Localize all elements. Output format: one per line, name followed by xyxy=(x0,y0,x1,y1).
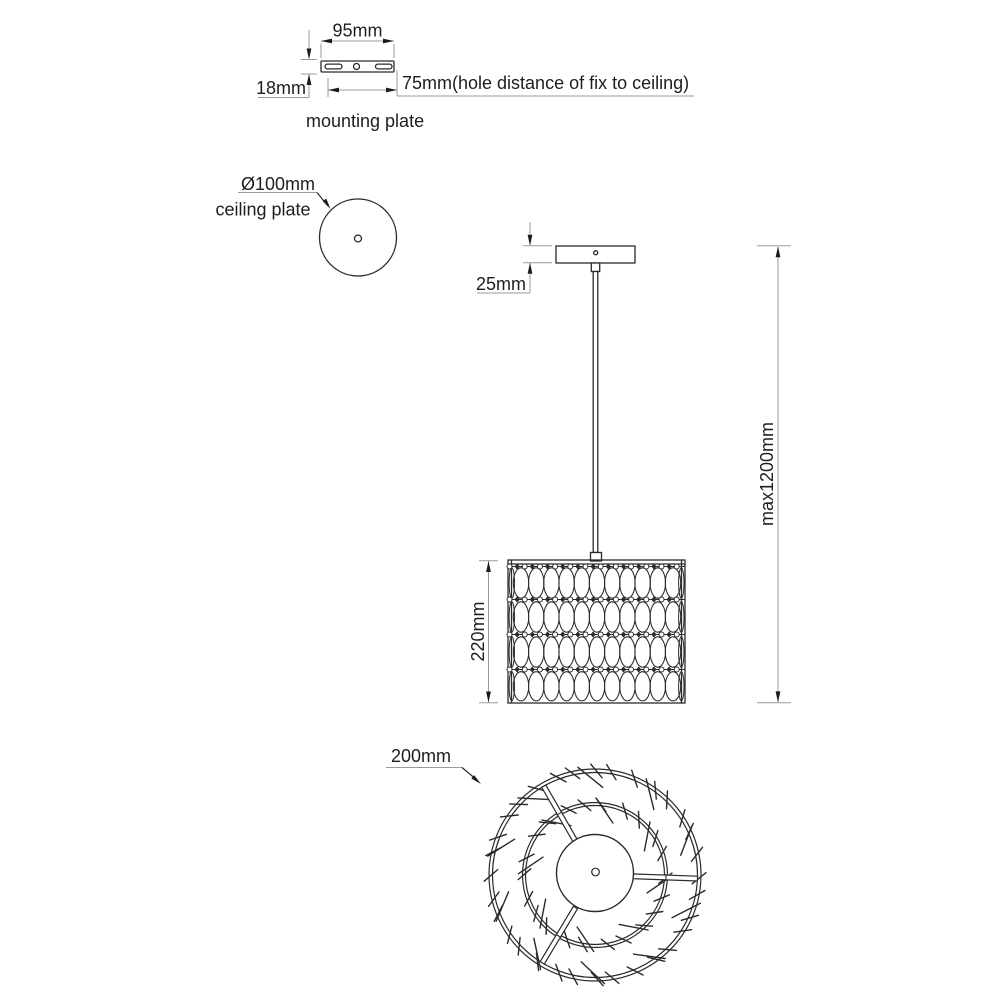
bead xyxy=(522,632,527,637)
crystal-oval xyxy=(574,602,589,632)
bead xyxy=(644,564,649,569)
bead xyxy=(553,632,558,637)
support-spoke xyxy=(633,874,698,881)
crystal-oval xyxy=(589,602,604,632)
dim-95mm-label: 95mm xyxy=(332,20,383,41)
crystal-oval xyxy=(635,602,650,632)
crystal-tick xyxy=(605,972,619,983)
crystal-oval xyxy=(544,672,559,701)
crystal-oval xyxy=(635,637,650,667)
crystal-oval xyxy=(605,568,620,598)
bead-diamond xyxy=(575,631,580,637)
bead xyxy=(598,564,603,569)
crystal-tick xyxy=(591,972,603,985)
arrowhead xyxy=(776,246,781,257)
crystal-oval xyxy=(589,568,604,598)
bead xyxy=(674,564,679,569)
arrowhead xyxy=(307,49,312,60)
crystal-oval xyxy=(650,672,665,701)
dim-220mm-label: 220mm xyxy=(468,601,488,662)
bead xyxy=(613,597,618,602)
crystal-tick xyxy=(636,925,653,926)
crystal-tick xyxy=(569,969,578,985)
bead-diamond xyxy=(560,631,565,637)
bead xyxy=(629,597,634,602)
bead xyxy=(598,667,603,672)
bead-diamond xyxy=(621,631,626,637)
crystal-tick xyxy=(490,834,507,840)
arrowhead xyxy=(486,692,491,703)
dim-200mm-label: 200mm xyxy=(390,746,452,766)
arrowhead xyxy=(486,561,491,572)
crystal-oval xyxy=(589,672,604,701)
bead xyxy=(537,597,542,602)
crystal-oval xyxy=(650,637,665,667)
crystal-flick xyxy=(518,798,550,800)
dim-max1200mm-label: max1200mm xyxy=(757,421,777,527)
side-view-figure xyxy=(468,222,791,703)
crystal-tick xyxy=(667,791,668,809)
crystal-tick xyxy=(674,930,692,933)
arrowhead xyxy=(321,39,332,44)
crystal-flick xyxy=(596,799,613,824)
bead xyxy=(613,564,618,569)
crystal-tick xyxy=(681,915,698,920)
crystal-tick xyxy=(529,834,546,836)
crystal-oval xyxy=(529,637,544,667)
crystal-oval xyxy=(620,568,635,598)
crystal-tick xyxy=(484,870,498,882)
ceiling-plate-diameter-label: Ø100mm xyxy=(240,174,316,194)
ceiling-plate-center-hole xyxy=(355,235,362,242)
crystal-tick xyxy=(546,918,547,935)
crystal-tick xyxy=(565,768,579,779)
bead xyxy=(644,667,649,672)
bead-diamond xyxy=(651,631,656,637)
bead xyxy=(507,564,512,569)
bead xyxy=(613,667,618,672)
crystal-flick xyxy=(488,839,515,856)
bead xyxy=(659,597,664,602)
bead-diamond xyxy=(667,631,672,637)
bead xyxy=(537,564,542,569)
crystal-oval xyxy=(544,602,559,632)
crystal-tick xyxy=(556,964,562,981)
crystal-oval xyxy=(559,568,574,598)
bead-diamond xyxy=(515,631,520,637)
support-spoke xyxy=(542,785,578,843)
crystal-tick xyxy=(632,770,638,787)
rod-coupler-top xyxy=(591,263,599,272)
crystal-flick xyxy=(578,767,603,787)
bead xyxy=(553,564,558,569)
crystal-oval xyxy=(559,602,574,632)
bead xyxy=(537,632,542,637)
bead xyxy=(659,632,664,637)
bead xyxy=(507,597,512,602)
bead xyxy=(644,632,649,637)
arrowhead xyxy=(307,74,312,85)
crystal-oval xyxy=(529,672,544,701)
bead-diamond xyxy=(636,631,641,637)
bead xyxy=(537,667,542,672)
bead xyxy=(553,597,558,602)
bead xyxy=(644,597,649,602)
crystal-oval xyxy=(574,637,589,667)
crystal-oval xyxy=(529,602,544,632)
crystal-oval xyxy=(620,602,635,632)
crystal-tick xyxy=(655,781,657,799)
crystal-oval xyxy=(559,672,574,701)
bead xyxy=(583,597,588,602)
bead xyxy=(659,564,664,569)
bead-diamond xyxy=(591,631,596,637)
crystal-flick xyxy=(681,826,692,856)
mounting-plate-outline xyxy=(321,61,394,72)
crystal-oval xyxy=(605,602,620,632)
dim-75mm-label: 75mm(hole distance of fix to ceiling) xyxy=(402,73,690,93)
crystal-oval xyxy=(605,637,620,667)
bead xyxy=(674,632,679,637)
bead xyxy=(553,667,558,672)
crystal-oval xyxy=(650,568,665,598)
crystal-tick xyxy=(689,891,705,900)
arrowhead xyxy=(383,39,394,44)
crystal-oval xyxy=(650,602,665,632)
crystal-oval xyxy=(574,568,589,598)
support-spoke xyxy=(540,906,577,964)
bead xyxy=(583,564,588,569)
bead xyxy=(568,667,573,672)
mounting-plate-figure xyxy=(256,21,694,132)
lamp-shade-drum xyxy=(507,560,685,703)
arrowhead xyxy=(528,235,533,246)
bead-diamond xyxy=(530,631,535,637)
crystal-oval xyxy=(544,637,559,667)
dim-18mm-label: 18mm xyxy=(255,78,306,98)
crystal-tick xyxy=(591,764,602,778)
crystal-oval xyxy=(513,602,528,632)
crystal-oval xyxy=(635,672,650,701)
crystal-oval xyxy=(574,672,589,701)
bead-diamond xyxy=(545,631,550,637)
bead-diamond xyxy=(606,631,611,637)
top-view-figure xyxy=(386,746,706,986)
crystal-oval xyxy=(529,568,544,598)
crystal-oval xyxy=(620,672,635,701)
bead xyxy=(507,632,512,637)
bead xyxy=(598,597,603,602)
arrowhead xyxy=(528,263,533,274)
dim-25mm-label: 25mm xyxy=(475,274,526,294)
crystal-flick xyxy=(646,779,654,810)
bead xyxy=(629,632,634,637)
crystal-tick xyxy=(500,815,518,817)
arrowhead xyxy=(386,88,397,93)
mounting-plate-caption: mounting plate xyxy=(306,111,425,131)
bead xyxy=(522,597,527,602)
bead xyxy=(674,597,679,602)
crystal-oval xyxy=(589,637,604,667)
bead xyxy=(613,632,618,637)
bead xyxy=(522,667,527,672)
arrowhead xyxy=(776,691,781,702)
crystal-oval xyxy=(635,568,650,598)
bead xyxy=(629,564,634,569)
ceiling-plate-caption: ceiling plate xyxy=(215,199,311,220)
top-view-center-hole xyxy=(592,868,600,876)
ceiling-plate-figure xyxy=(215,174,396,276)
crystal-oval xyxy=(513,637,528,667)
bead xyxy=(659,667,664,672)
bead xyxy=(583,667,588,672)
bead xyxy=(674,667,679,672)
crystal-oval xyxy=(620,637,635,667)
bead xyxy=(568,632,573,637)
crystal-oval xyxy=(513,672,528,701)
crystal-tick xyxy=(510,804,528,805)
suspension-rod xyxy=(593,272,598,553)
crystal-oval xyxy=(544,568,559,598)
bead xyxy=(568,564,573,569)
crystal-tick xyxy=(518,937,520,955)
ceiling-plate-circle xyxy=(320,199,397,276)
bead xyxy=(598,632,603,637)
crystal-tick xyxy=(659,949,677,951)
crystal-oval xyxy=(559,637,574,667)
bead xyxy=(568,597,573,602)
crystal-tick xyxy=(692,847,703,861)
crystal-oval xyxy=(513,568,528,598)
arrowhead xyxy=(328,88,339,93)
crystal-rings xyxy=(484,764,706,986)
bead xyxy=(522,564,527,569)
bead xyxy=(507,667,512,672)
crystal-tick xyxy=(607,765,616,780)
crystal-tick xyxy=(639,812,640,829)
crystal-oval xyxy=(605,672,620,701)
bead xyxy=(583,632,588,637)
bead xyxy=(629,667,634,672)
crystal-pattern xyxy=(507,563,685,701)
